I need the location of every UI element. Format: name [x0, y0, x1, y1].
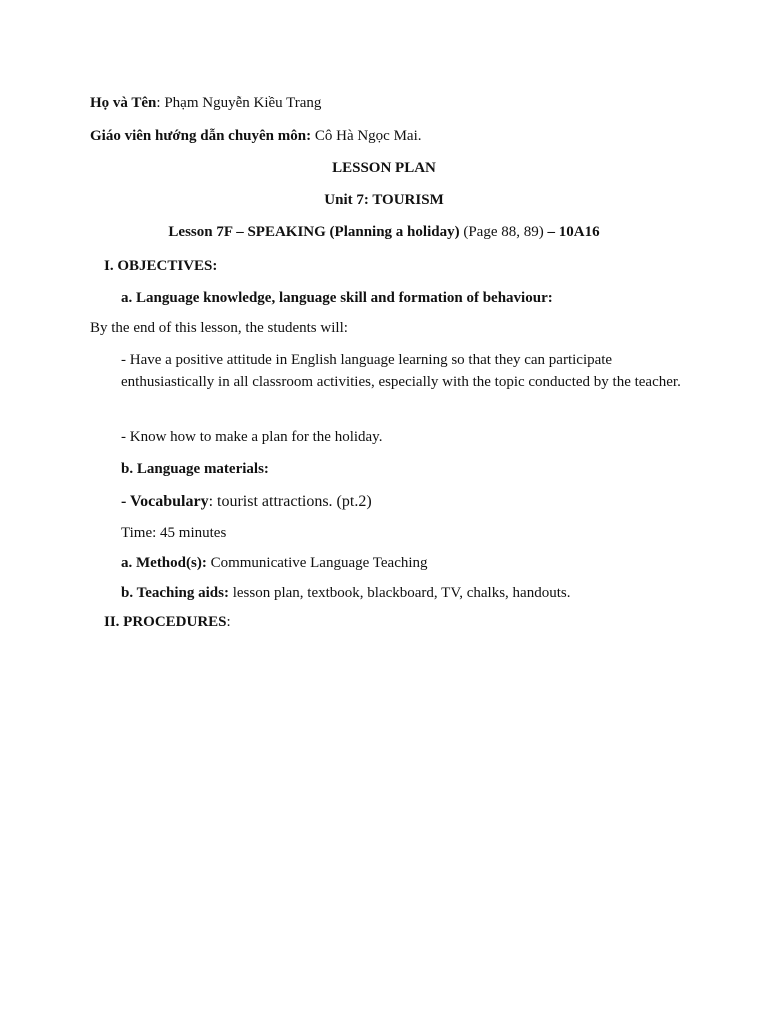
teaching-aids-value: lesson plan, textbook, blackboard, TV, chalks, handouts. [228, 585, 571, 601]
supervisor-value: Cô Hà Ngọc Mai. [311, 128, 422, 144]
objective-bullet-attitude: - Have a positive attitude in English language learning so that they can participate enthusiastically in all classroom activities, especially with the topic conducted by the teacher. [121, 352, 681, 390]
teaching-aids-label: b. Teaching aids: [121, 585, 229, 601]
document-title: LESSON PLAN [332, 160, 436, 176]
language-materials-heading: b. Language materials: [121, 461, 269, 477]
time-line: Time: 45 minutes [121, 525, 227, 541]
method-value: Communicative Language Teaching [206, 555, 428, 571]
name-value: Phạm Nguyễn Kiều Trang [164, 95, 322, 111]
lesson-pages: (Page 88, 89) [459, 224, 548, 240]
vocabulary-label: - Vocabulary [121, 493, 209, 510]
student-name-line [90, 93, 321, 113]
method-line [121, 553, 428, 573]
teaching-aids-line [121, 583, 570, 603]
supervisor-label: Giáo viên hướng dẫn chuyên môn: [90, 128, 312, 144]
objectives-heading: I. OBJECTIVES: [104, 258, 218, 274]
vocabulary-value: : tourist attractions. (pt.2) [208, 493, 372, 510]
lesson-name: Lesson 7F – SPEAKING (Planning a holiday) [168, 224, 460, 240]
supervisor-line [90, 126, 422, 146]
unit-title: Unit 7: TOURISM [324, 192, 444, 208]
vocabulary-line [121, 492, 372, 512]
objectives-intro: By the end of this lesson, the students will: [90, 320, 348, 336]
name-separator: : [156, 95, 165, 111]
lesson-class: – 10A16 [547, 224, 600, 240]
objective-bullet-plan: - Know how to make a plan for the holiday. [121, 429, 383, 445]
procedures-colon: : [226, 614, 231, 630]
method-label: a. Method(s): [121, 555, 207, 571]
procedures-heading [104, 612, 231, 632]
objectives-subheading-a: a. Language knowledge, language skill and formation of behaviour: [121, 290, 553, 306]
procedures-heading-text: II. PROCEDURES [104, 614, 227, 630]
name-label: Họ và Tên [90, 95, 157, 111]
lesson-title [0, 222, 768, 242]
